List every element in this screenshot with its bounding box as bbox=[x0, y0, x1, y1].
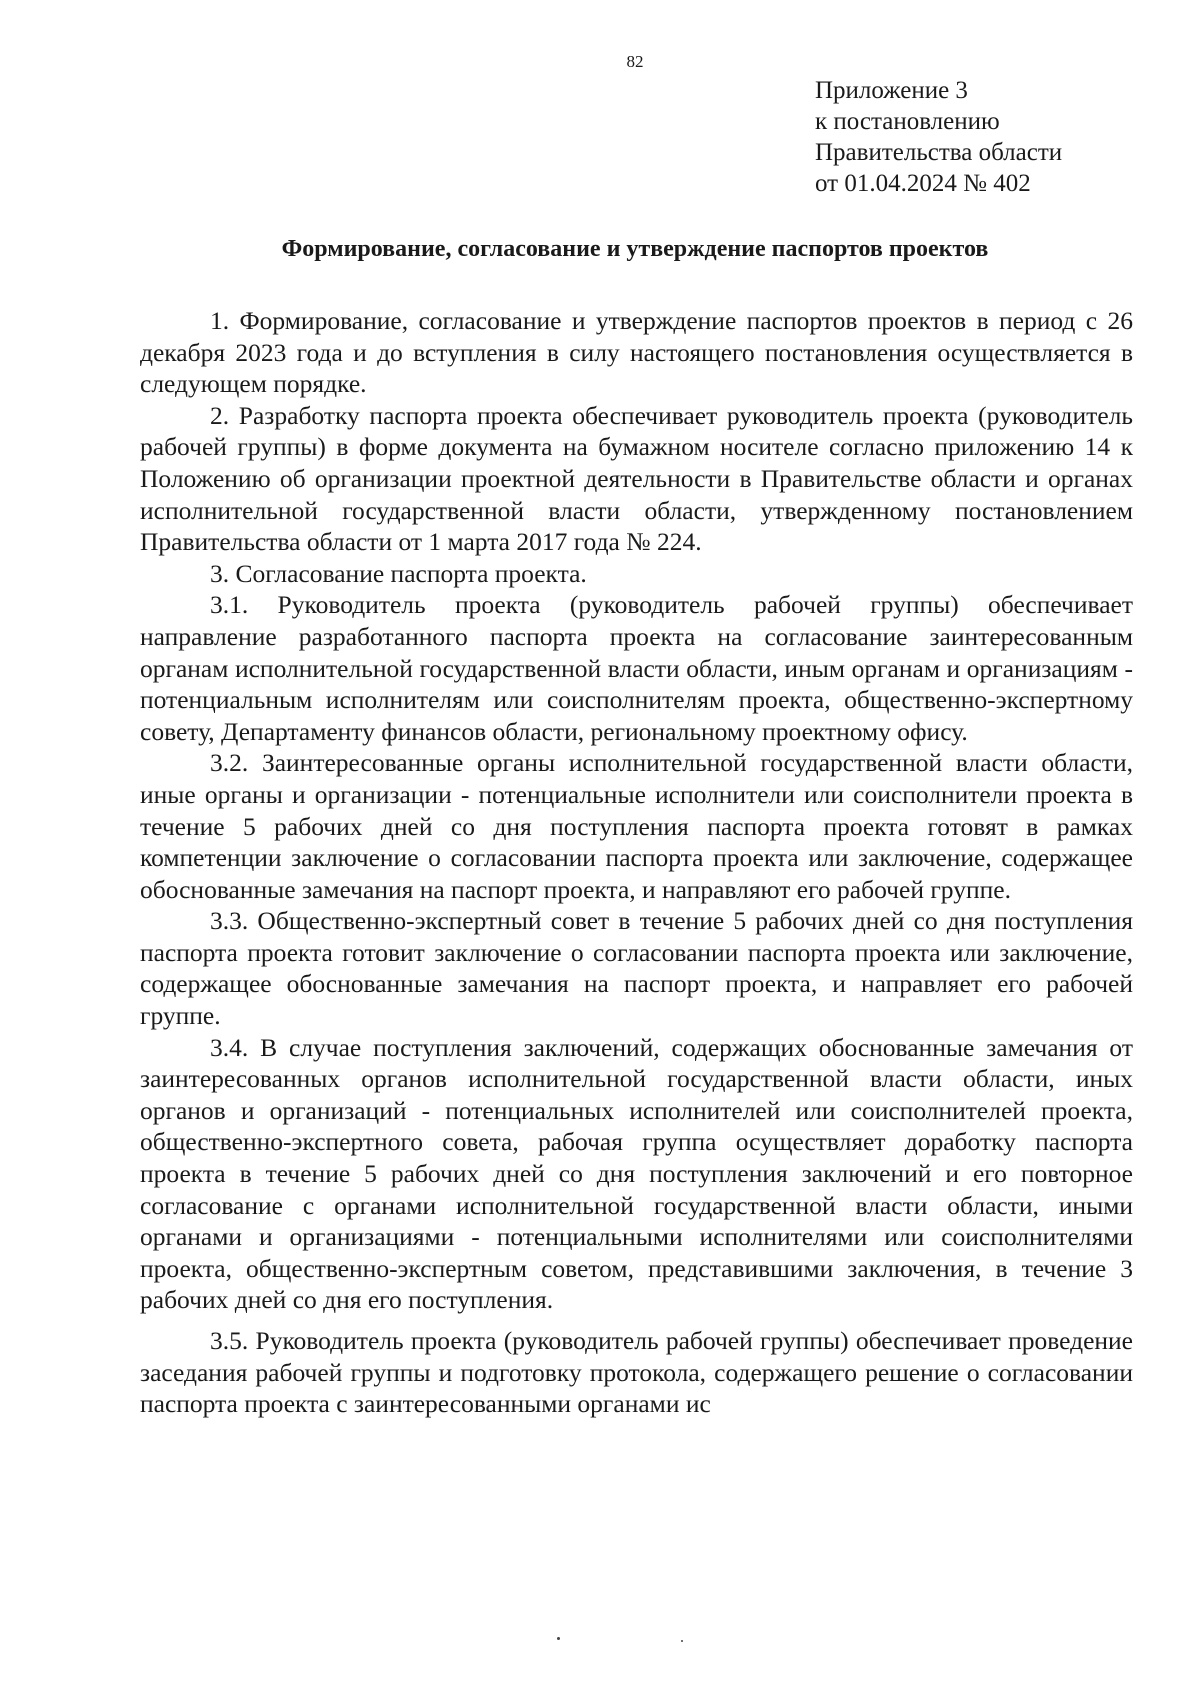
paragraph-2: 2. Разработку паспорта проекта обеспечивает руководитель проекта (руководитель рабочей группы) в форме документа на бумажном носителе согласно приложению 14 к Положению об организации проектной деятельности в Правительстве области и органах исполнительной государственной власти области, утвержденному постановлением Правительства области от 1 марта 2017 года № 224. bbox=[140, 400, 1133, 557]
annex-line: к постановлению bbox=[815, 108, 1000, 135]
annex-line: Приложение 3 bbox=[815, 77, 968, 104]
paragraph-3-4: 3.4. В случае поступления заключений, содержащих обоснованные замечания от заинтересованных органов исполнительной государственной власти области, иных органов и организаций - потенциальных исполнителей или соисполнителей проекта, общественно-экспертного совета, рабочая группа осуществляет доработку паспорта проекта в течение 5 рабочих дней со дня поступления заключений и его повторное согласование с органами исполнительной государственной власти области, иными органами и организациями - потенциальными исполнителями или соисполнителями проекта, общественно-экспертным советом, представившими заключения, в течение 3 рабочих дней со дня его поступления. bbox=[140, 1032, 1133, 1315]
scan-speck bbox=[681, 1640, 683, 1642]
annex-block bbox=[815, 75, 1062, 199]
document-title: Формирование, согласование и утверждение паспортов проектов bbox=[281, 236, 989, 262]
paragraph-3-5: 3.5. Руководитель проекта (руководитель рабочей группы) обеспечивает проведение заседания рабочей группы и подготовку протокола, содержащего решение о согласовании паспорта проекта с заинтересованными органами ис bbox=[140, 1326, 1133, 1419]
paragraph-3-3: 3.3. Общественно-экспертный совет в течение 5 рабочих дней со дня поступления паспорта проекта готовит заключение о согласовании паспорта проекта или заключение, содержащее обоснованные замечания на паспорт проекта, и направляет его рабочей группе. bbox=[140, 906, 1133, 1031]
page-number: 82 bbox=[626, 52, 644, 71]
scan-speck bbox=[557, 1637, 560, 1640]
paragraph-1: 1. Формирование, согласование и утверждение паспортов проектов в период с 26 декабря 2023 года и до вступления в силу настоящего постановления осуществляется в следующем порядке. bbox=[140, 306, 1133, 399]
paragraph-3: 3. Согласование паспорта проекта. bbox=[210, 558, 587, 588]
document-body bbox=[140, 305, 1133, 1420]
annex-line: Правительства области bbox=[815, 139, 1063, 166]
paragraph-3-1: 3.1. Руководитель проекта (руководитель рабочей группы) обеспечивает направление разработанного паспорта проекта на согласование заинтересованным органам исполнительной государственной власти области, иным органам и организациям - потенциальным исполнителям или соисполнителям проекта, общественно-экспертному совету, Департаменту финансов области, региональному проектному офису. bbox=[140, 590, 1133, 746]
annex-line: от 01.04.2024 № 402 bbox=[815, 170, 1031, 197]
paragraph-3-2: 3.2. Заинтересованные органы исполнительной государственной власти области, иные органы и организации - потенциальные исполнители или соисполнители проекта в течение 5 рабочих дней со дня поступления паспорта проекта готовят в рамках компетенции заключение о согласовании паспорта проекта или заключение, содержащее обоснованные замечания на паспорт проекта, и направляют его рабочей группе. bbox=[140, 748, 1133, 904]
